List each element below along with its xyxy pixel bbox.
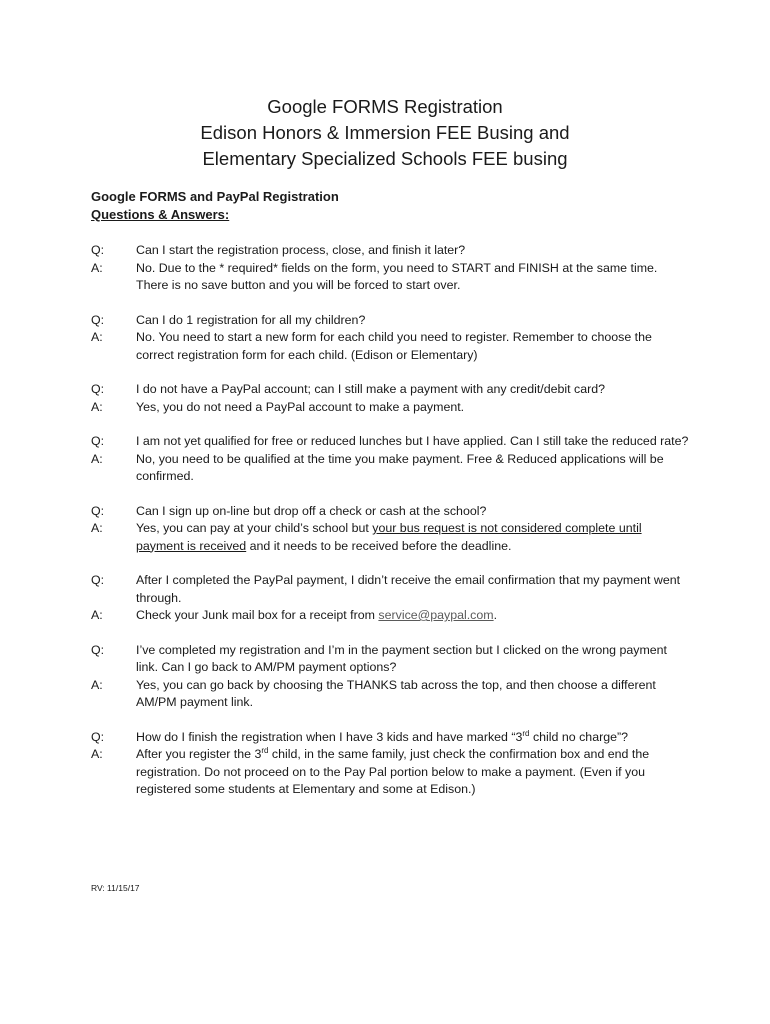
answer-row <box>91 520 691 555</box>
answer-text: No. Due to the * required* fields on the form, you need to START and FINISH at the same time. There is no save button and you will be forced to start over. <box>136 260 658 292</box>
question-marker: Q: <box>91 573 105 587</box>
answer-marker: A: <box>91 260 103 275</box>
answer-text-end: . <box>493 608 498 622</box>
faq-item <box>91 381 691 416</box>
answer-marker: A: <box>91 451 103 466</box>
question-row <box>91 381 691 399</box>
question-row <box>91 642 691 677</box>
question-text: After I completed the PayPal payment, I didn’t receive the email confirmation that my payment went through. <box>136 573 681 605</box>
answer-text <box>136 746 691 799</box>
answer-row <box>91 260 691 295</box>
question-text: I am not yet qualified for free or reduced lunches but I have applied. Can I still take the reduced rate? <box>136 434 689 448</box>
answer-text: No. You need to start a new form for each child you need to register. Remember to choose the correct registration form for each child. (Edison or Elementary) <box>136 330 652 362</box>
answer-marker: A: <box>91 608 103 622</box>
question-text: Can I start the registration process, close, and finish it later? <box>136 243 466 257</box>
title-line-2: Edison Honors & Immersion FEE Busing and <box>200 122 570 143</box>
answer-row <box>91 399 691 417</box>
answer-row <box>91 677 691 712</box>
document-title <box>0 94 770 172</box>
question-marker: Q: <box>91 382 105 396</box>
question-row <box>91 572 691 607</box>
answer-row <box>91 607 691 625</box>
answer-text: Yes, you do not need a PayPal account to make a payment. <box>136 399 465 414</box>
answer-text <box>136 607 691 625</box>
heading-main: Google FORMS and PayPal Registration <box>91 189 339 204</box>
title-line-1: Google FORMS Registration <box>267 96 503 117</box>
ordinal-suffix: rd <box>261 745 269 755</box>
answer-row <box>91 746 691 799</box>
answer-text-start: Check your Junk mail box for a receipt from <box>136 608 379 622</box>
question-row <box>91 312 691 330</box>
answer-text-start: After you register the 3 <box>136 747 262 761</box>
question-row <box>91 433 691 451</box>
faq-item <box>91 433 691 486</box>
answer-marker: A: <box>91 330 103 344</box>
question-marker: Q: <box>91 243 105 257</box>
faq-item <box>91 572 691 625</box>
revision-date: RV: 11/15/17 <box>91 883 140 893</box>
answer-marker: A: <box>91 747 103 761</box>
question-text-start: How do I finish the registration when I have 3 kids and have marked “3 <box>136 729 523 744</box>
answer-text <box>136 520 691 555</box>
faq-item <box>91 312 691 365</box>
answer-row <box>91 451 691 486</box>
faq-list <box>91 242 691 816</box>
answer-marker: A: <box>91 399 103 414</box>
question-marker: Q: <box>91 642 105 657</box>
question-text <box>136 729 691 747</box>
faq-item <box>91 642 691 712</box>
answer-underlined-text: your bus request is not considered complete until payment is received <box>136 521 642 553</box>
paypal-email-link[interactable]: service@paypal.com <box>378 608 494 622</box>
answer-text: Yes, you can go back by choosing the THANKS tab across the top, and then choose a different AM/PM payment link. <box>136 677 656 709</box>
answer-text-start: Yes, you can pay at your child’s school but <box>136 521 373 535</box>
question-marker: Q: <box>91 434 105 448</box>
answer-marker: A: <box>91 677 103 692</box>
answer-text-end: child, in the same family, just check the confirmation box and end the registration. Do not proceed on to the Pay Pal portion below to make a payment. (Even if you registered some students at Elementary and some at Edison.) <box>136 747 650 796</box>
faq-item <box>91 242 691 295</box>
question-row <box>91 503 691 521</box>
section-heading <box>91 188 339 224</box>
question-marker: Q: <box>91 312 105 327</box>
question-marker: Q: <box>91 729 105 744</box>
faq-item <box>91 503 691 556</box>
answer-marker: A: <box>91 521 103 535</box>
question-text: I do not have a PayPal account; can I still make a payment with any credit/debit card? <box>136 382 606 396</box>
title-line-3: Elementary Specialized Schools FEE busing <box>202 148 568 169</box>
question-text-end: child no charge”? <box>529 729 629 744</box>
question-text: I’ve completed my registration and I’m in the payment section but I clicked on the wrong payment link. Can I go back to AM/PM payment options? <box>136 642 668 674</box>
ordinal-suffix: rd <box>522 728 530 738</box>
answer-row <box>91 329 691 364</box>
question-marker: Q: <box>91 503 105 518</box>
answer-text-end: and it needs to be received before the deadline. <box>246 538 512 553</box>
heading-questions-answers: Questions & Answers: <box>91 207 230 222</box>
answer-text: No, you need to be qualified at the time you make payment. Free & Reduced applications will be confirmed. <box>136 451 664 483</box>
question-text: Can I sign up on-line but drop off a check or cash at the school? <box>136 503 487 518</box>
question-text: Can I do 1 registration for all my children? <box>136 312 366 327</box>
question-row <box>91 729 691 747</box>
question-row <box>91 242 691 260</box>
faq-item <box>91 729 691 799</box>
